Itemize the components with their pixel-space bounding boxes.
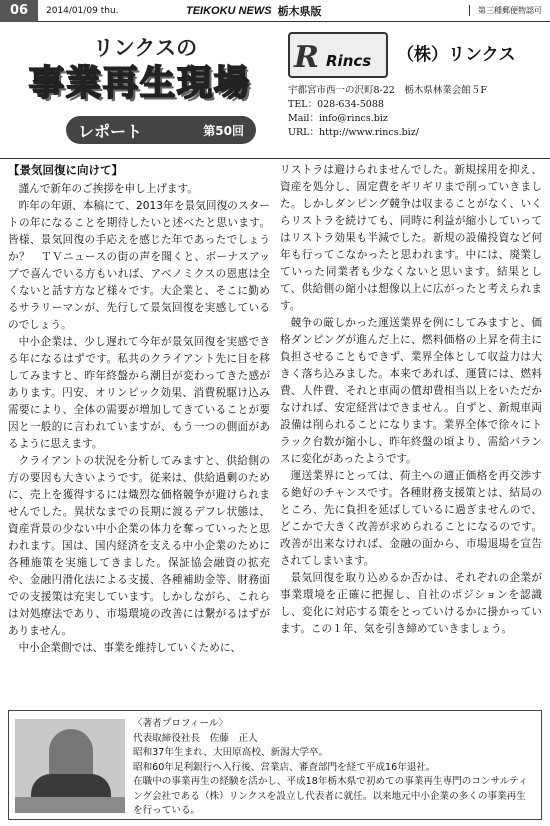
postal-permit: 第三種郵便物認可 [469, 5, 542, 16]
installment-number: 第50回 [203, 123, 244, 138]
page-number: 06 [0, 0, 38, 22]
column-banner [10, 32, 270, 152]
banner-report-bar [66, 116, 256, 144]
edition-label: 栃木県版 [277, 4, 322, 18]
article-paragraph: 競争の厳しかった運送業界を例にしてみますと、価格ダンピングが進んだ上に、燃料価格の上昇を荷主に負担させることもできず、業界全体として収益力は大きく落ち込みました。本来であれば、運賃には、燃料費、人件費、それと車両の償却費相当以上をいただかなければ、安定経営はできません。自ずと、新規車両設備は削られることになります。業界全体で徐々にトラック台数が縮小し、昨年終盤の頃より、需給バランスに変化があったようです。 [280, 317, 542, 465]
author-photo [15, 719, 125, 813]
profile-line: 昭和37年生まれ、大田原高校、新潟大学卒。 [133, 747, 329, 758]
newspaper-name: TEIKOKU NEWS [186, 4, 272, 17]
company-mail: Mail：info@rincs.biz [288, 113, 388, 124]
profile-line: 昭和60年足利銀行へ入行後、営業店、審査部門を経て平成16年退社。 [133, 761, 436, 773]
page-header [0, 0, 550, 22]
company-address: 宇都宮市西一の沢町8-22 栃木県林業会館５F [288, 85, 487, 96]
article-heading: 【景気回復に向けて】 [8, 163, 123, 177]
banner-report-label: レポート [78, 121, 143, 141]
company-name: （株）リンクス [397, 45, 516, 65]
logo-text: Rincs [326, 52, 372, 70]
banner-subtitle: リンクスの [92, 36, 198, 60]
company-url: URL：http://www.rincs.biz/ [288, 127, 419, 138]
article-paragraph: 昨年の年頭、本稿にて、2013年を景気回復のスタートの年になることを期待したいと述べたと思います。皆様、景気回復の手応えを感じた年であったでしょうか？ ＴＶニュースの街の声を聞くと、ボーナスアップで喜んでいる方もいれば、アベノミクスの恩恵は全くないと話す方など様々です。大企業と、そこに勤めるサラリーマンが、先行して景気回復を実感しているのでしょう。 [8, 200, 270, 331]
article-column-left [8, 162, 270, 657]
company-contact [288, 84, 487, 140]
article-paragraph: クライアントの状況を分析してみますと、供給側の方の要因も大きいようです。従来は、供給過剰のために、売上を獲得するには熾烈な価格競争が避けられませんでした。異状なまでの長期に渡るデフレ状態は、資産背景の少ない中小企業の体力を奪っていったと思われます。国は、国内経済を支える中小企業のために各種施策を実施してきました。保証協会融資の拡充や、金融円滑化法による支援、各種補助金等、財務面での支援策は充実しています。しかしながら、これらは対処療法であり、市場環境の改善には繋がるはずがありません。 [8, 455, 270, 637]
article-paragraph: リストラは避けられませんでした。新規採用を抑え、資産を処分し、固定費をギリギリまで削っていきました。しかしダンピング競争は収まることがなく、いくらリストラを続けても、同時に利益が縮小していってはリストラ効果も半減でした。新規の設備投資など何年も行ってこなかったと思われます。中には、廃業していった同業者も少なくないと思います。結果として、供給側の縮小は想像以上に広がったと考えられます。 [280, 164, 542, 312]
article-paragraph: 中小企業側では、事業を維持していくために、 [18, 642, 242, 654]
article-paragraph: 景気回復を取り込めるか否かは、それぞれの企業が事業環境を正確に把握し、自社のポジションを認識し、変化に対応する策をとっていけるかに掛かっています。この１年、気を引き締めていきましょう。 [280, 572, 542, 635]
profile-title: 〈著者プロフィール〉 [133, 718, 228, 729]
article-paragraph: 中小企業は、少し遅れて今年が景気回復を実感できる年になるはずです。私共のクライアント先に目を移してみますと、昨年終盤から潮目が変わってきた感があります。円安、オリンピック効果、消費税駆け込み需要により、全体の需要が増加してきていることが要因と一般的に言われていますが、もう一つの側面があるように思えます。 [8, 336, 270, 450]
company-box [285, 30, 540, 155]
logo-mark-icon: R [294, 40, 319, 75]
desk-icon [15, 797, 125, 813]
profile-text [133, 717, 535, 819]
banner-title: 事業再生現場 [28, 64, 251, 104]
header-divider [0, 158, 550, 159]
issue-date: 2014/01/09 thu. [46, 5, 119, 16]
article-paragraph: 謹んで新年のご挨拶を申し上げます。 [18, 183, 198, 195]
article-paragraph: 運送業界にとっては、荷主への適正価格を再交渉する絶好のチャンスです。各種財務支援策とは、結局のところ、先に負担を延ばしているに過ぎませんので、どこかで大きく改善が求められることになるのです。改善が出来なければ、金融の面から、市場退場を宣告されてしまいます。 [280, 470, 542, 567]
company-tel: TEL：028-634-5088 [288, 99, 384, 110]
company-logo [288, 32, 388, 78]
profile-line: 在職中の事業再生の経験を活かし、平成18年栃木県で初めての事業再生専門のコンサルティング会社である（株）リンクスを設立し代表者に就任。以来地元中小企業の多くの事業再生を行っている。 [133, 776, 528, 816]
author-profile [8, 710, 542, 820]
profile-line: 代表取締役社長 佐藤 正人 [133, 732, 258, 744]
article-column-right [280, 162, 542, 638]
